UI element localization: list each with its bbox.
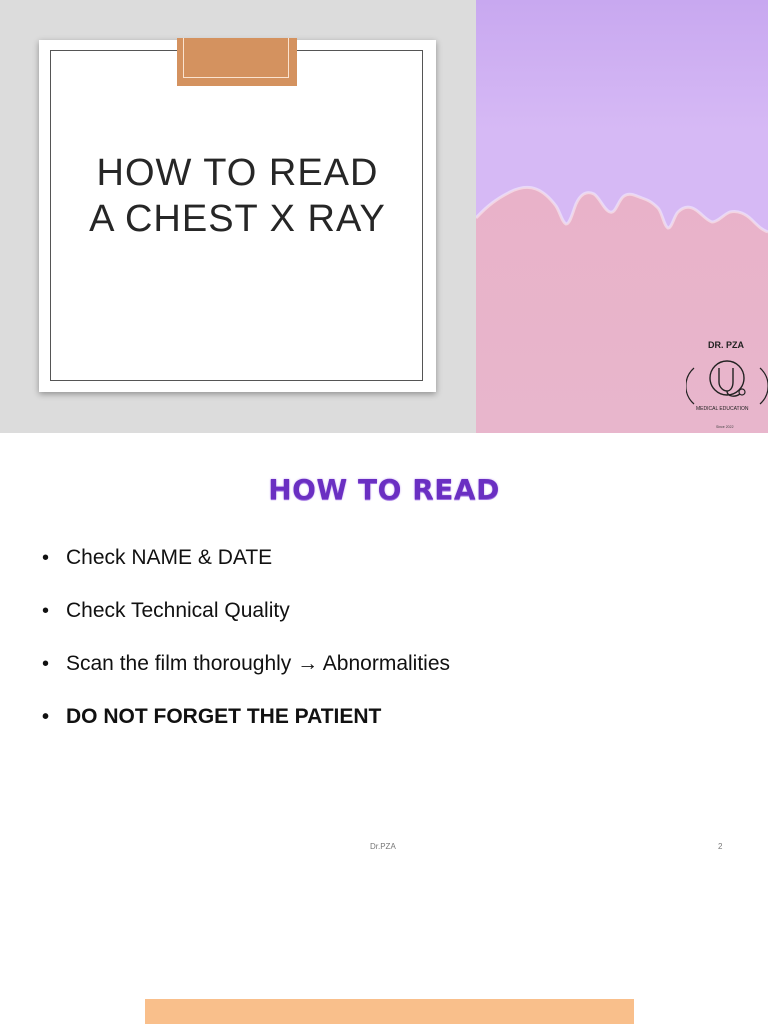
slide-1-title: HOW TO READ A CHEST X RAY [89,152,386,240]
paper-tab-border [183,38,289,78]
slide-2-title: HOW TO READ [268,473,500,506]
bullet-item [40,651,720,677]
logo-tagline: MEDICAL EDUCATION [696,406,749,412]
bullet-list [40,545,720,757]
paper-tab [177,38,297,86]
slide-number: 2 [718,842,723,851]
slide-footer: Dr.PZA [370,842,396,851]
bullet-dot-icon: • [42,600,50,622]
dr-pza-logo [686,338,768,433]
logo-name: DR. PZA [708,340,744,350]
bullet-dot-icon: • [42,547,50,569]
bullet-text: DO NOT FORGET THE PATIENT [66,705,382,728]
bullet-dot-icon: • [42,706,50,728]
slide-2 [0,433,768,880]
stethoscope-icon [710,361,745,396]
logo-since: Since 2022 [716,425,734,429]
bullet-item [40,704,720,730]
bullet-dot-icon: • [42,653,50,675]
bullet-text: Check NAME & DATE [66,546,273,569]
bullet-item [40,545,720,571]
slide-1 [0,0,768,433]
title-card [39,40,436,392]
bullet-text: Scan the film thoroughly → Abnormalities [66,652,451,675]
next-slide-edge [145,999,634,1024]
bullet-text: Check Technical Quality [66,599,290,622]
bullet-item [40,598,720,624]
